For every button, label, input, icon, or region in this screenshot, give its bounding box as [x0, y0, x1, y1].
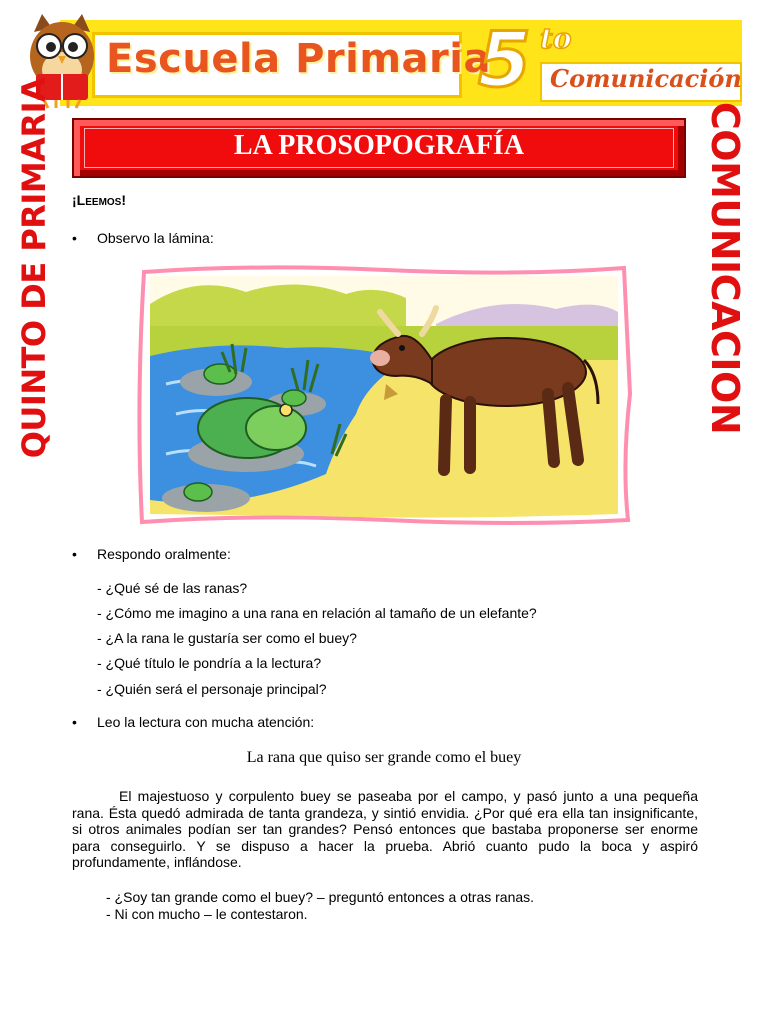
leemos-close: ! [121, 192, 127, 208]
brand-title: Escuela Primaria [106, 36, 491, 82]
bullet-respond-text: Respondo oralmente: [97, 546, 231, 562]
question-item: - ¿Qué título le pondría a la lectura? [97, 655, 322, 671]
question-item: - ¿Qué sé de las ranas? [97, 580, 248, 596]
bullet-read-text: Leo la lectura con mucha atención: [97, 714, 315, 730]
question-item: - ¿Cómo me imagino a una rana en relación al tamaño de un elefante? [97, 605, 537, 621]
leemos-open: ¡ [72, 192, 77, 208]
frog-and-ox-illustration [136, 264, 632, 526]
side-right-text: COMUNICACION [703, 101, 747, 435]
story-title: La rana que quiso ser grande como el buey [246, 749, 522, 766]
dialog-line: - ¿Soy tan grande como el buey? – preguntó entonces a otras ranas. [106, 889, 535, 905]
side-label-left [12, 77, 56, 459]
dialog-line: - Ni con mucho – le contestaron. [106, 906, 308, 922]
subject-label: Comunicación [550, 64, 742, 93]
bullet-dot: • [72, 546, 77, 562]
side-label-right [700, 101, 750, 435]
question-item: - ¿Quién será el personaje principal? [97, 681, 327, 697]
grade-number: 5 [478, 15, 531, 104]
page-title: LA PROSOPOGRAFÍA [233, 130, 525, 161]
side-left-text: QUINTO DE PRIMARIA [15, 77, 53, 459]
bullet-dot: • [72, 714, 77, 730]
question-item: - ¿A la rana le gustaría ser como el buey? [97, 630, 357, 646]
story-paragraph: El majestuoso y corpulento buey se paseaba por el campo, y pasó junto a una pequeña rana. Ésta quedó admirada de tanta grandeza, y sintió envidia. ¿Por qué era ella tan insignificante, si otros animales podían ser tan grandes? Pensó entonces que bastaba proponerse ser enorme para conseguirlo. Y se dispuso a hacer la prueba. Abrió cuanto pudo la boca y aspiró profundamente, inflándose. [72, 788, 698, 870]
leemos-heading [72, 192, 126, 208]
leemos-word: Leemos [76, 192, 122, 208]
grade-suffix: to [540, 22, 572, 55]
bullet-dot: • [72, 230, 77, 246]
title-banner [72, 118, 686, 178]
bullet-observe-text: Observo la lámina: [97, 230, 214, 246]
